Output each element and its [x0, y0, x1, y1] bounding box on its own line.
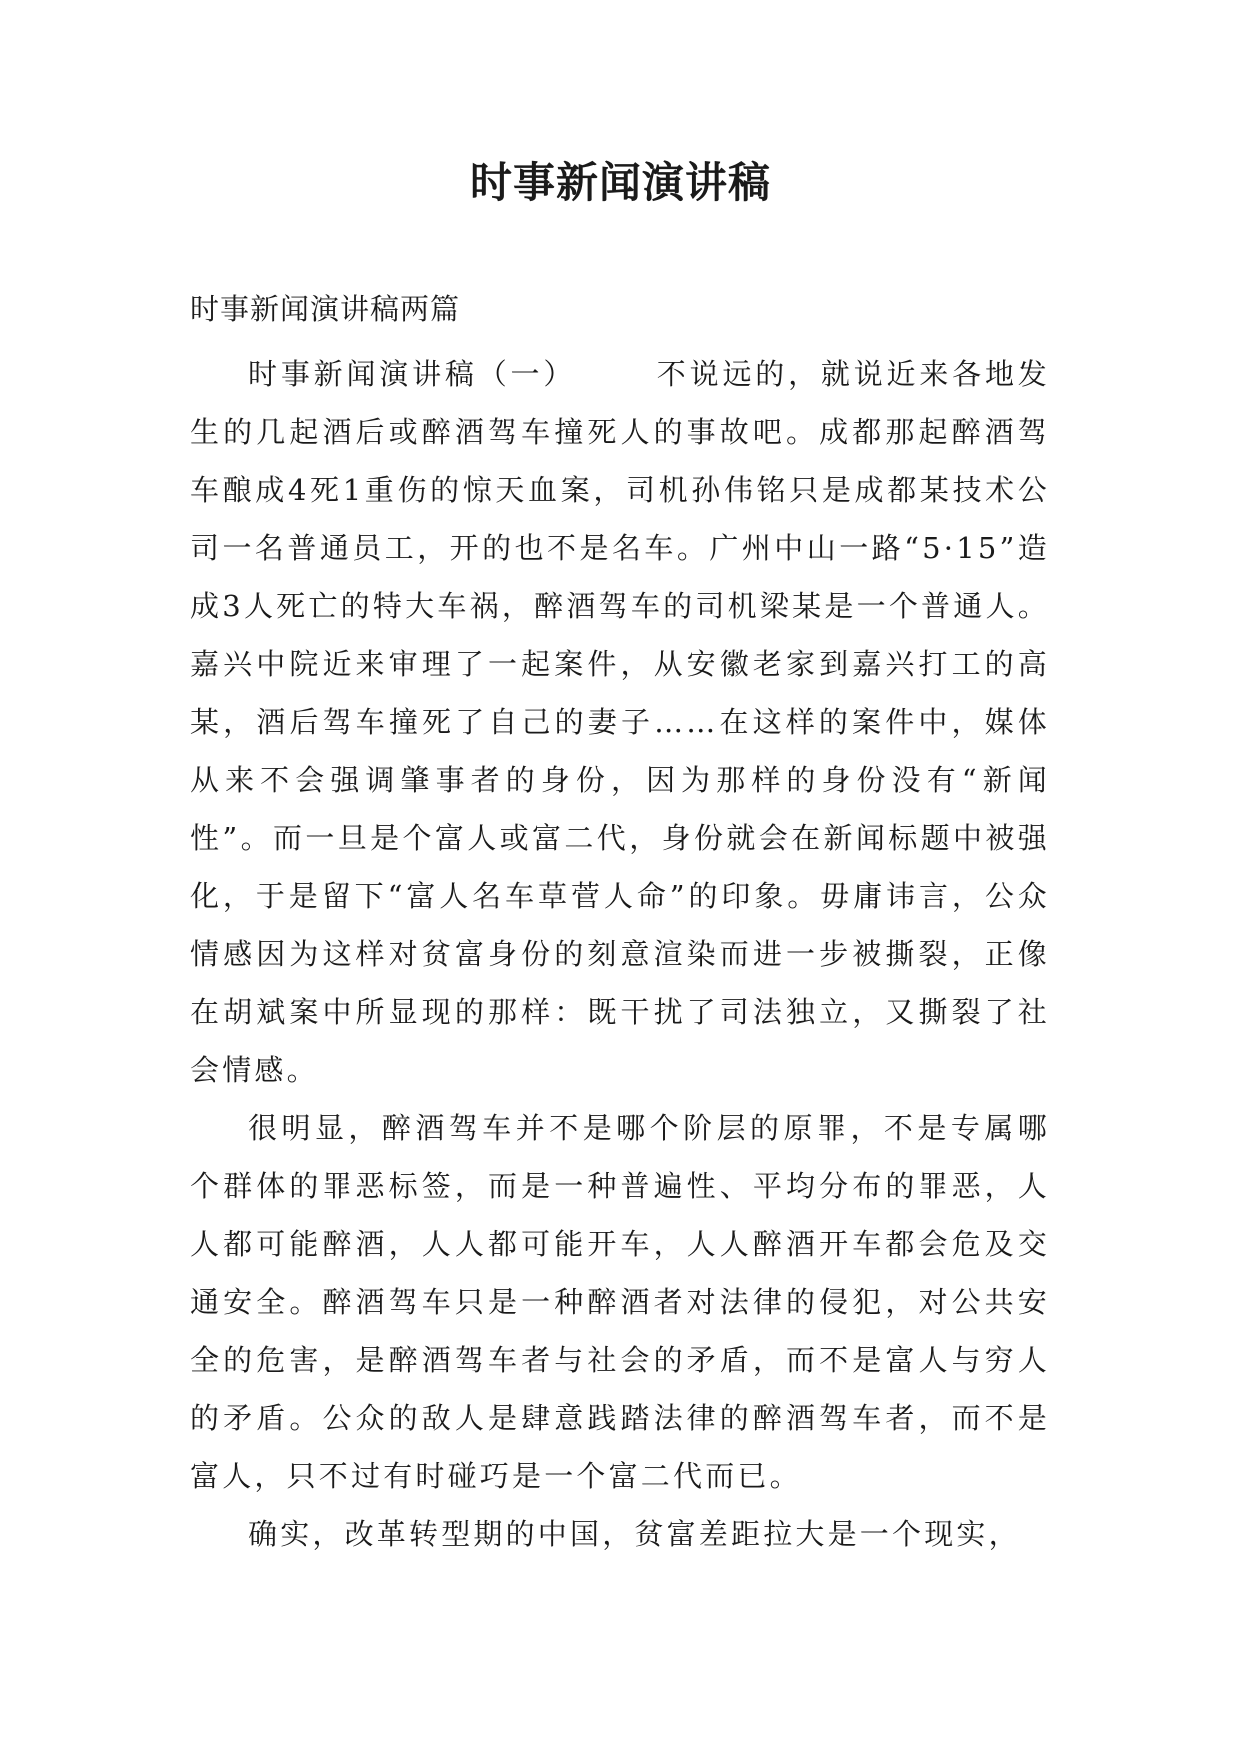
paragraph-1-heading: 时事新闻演讲稿（一）	[248, 357, 577, 391]
paragraph-2: 很明显，醉酒驾车并不是哪个阶层的原罪，不是专属哪个群体的罪恶标签，而是一种普遍性、平均分布的罪恶，人人都可能醉酒，人人都可能开车，人人醉酒开车都会危及交通安全。醉酒驾车只是一种醉酒者对法律的侵犯，对公共安全的危害，是醉酒驾车者与社会的矛盾，而不是富人与穷人的矛盾。公众的敌人是肆意践踏法律的醉酒驾车者，而不是富人，只不过有时碰巧是一个富二代而已。	[190, 1111, 1050, 1493]
document-subtitle: 时事新闻演讲稿两篇	[190, 292, 461, 326]
document-title: 时事新闻演讲稿	[469, 158, 771, 207]
paragraph-1-text: 不说远的，就说近来各地发生的几起酒后或醉酒驾车撞死人的事故吧。成都那起醉酒驾车酿成4死1重伤的惊天血案，司机孙伟铭只是成都某技术公司一名普通员工，开的也不是名车。广州中山一路“5·15”造成3人死亡的特大车祸，醉酒驾车的司机梁某是一个普通人。嘉兴中院近来审理了一起案件，从安徽老家到嘉兴打工的高某，酒后驾车撞死了自己的妻子……在这样的案件中，媒体从来不会强调肇事者的身份，因为那样的身份没有“新闻性”。而一旦是个富人或富二代，身份就会在新闻标题中被强化，于是留下“富人名车草菅人命”的印象。毋庸讳言，公众情感因为这样对贫富身份的刻意渲染而进一步被撕裂，正像在胡斌案中所显现的那样：既干扰了司法独立，又撕裂了社会情感。	[190, 357, 1050, 1087]
paragraph-3: 确实，改革转型期的中国，贫富差距拉大是一个现实，	[248, 1517, 1021, 1551]
document-body	[190, 345, 1050, 1563]
paragraph-1	[190, 345, 1050, 1099]
